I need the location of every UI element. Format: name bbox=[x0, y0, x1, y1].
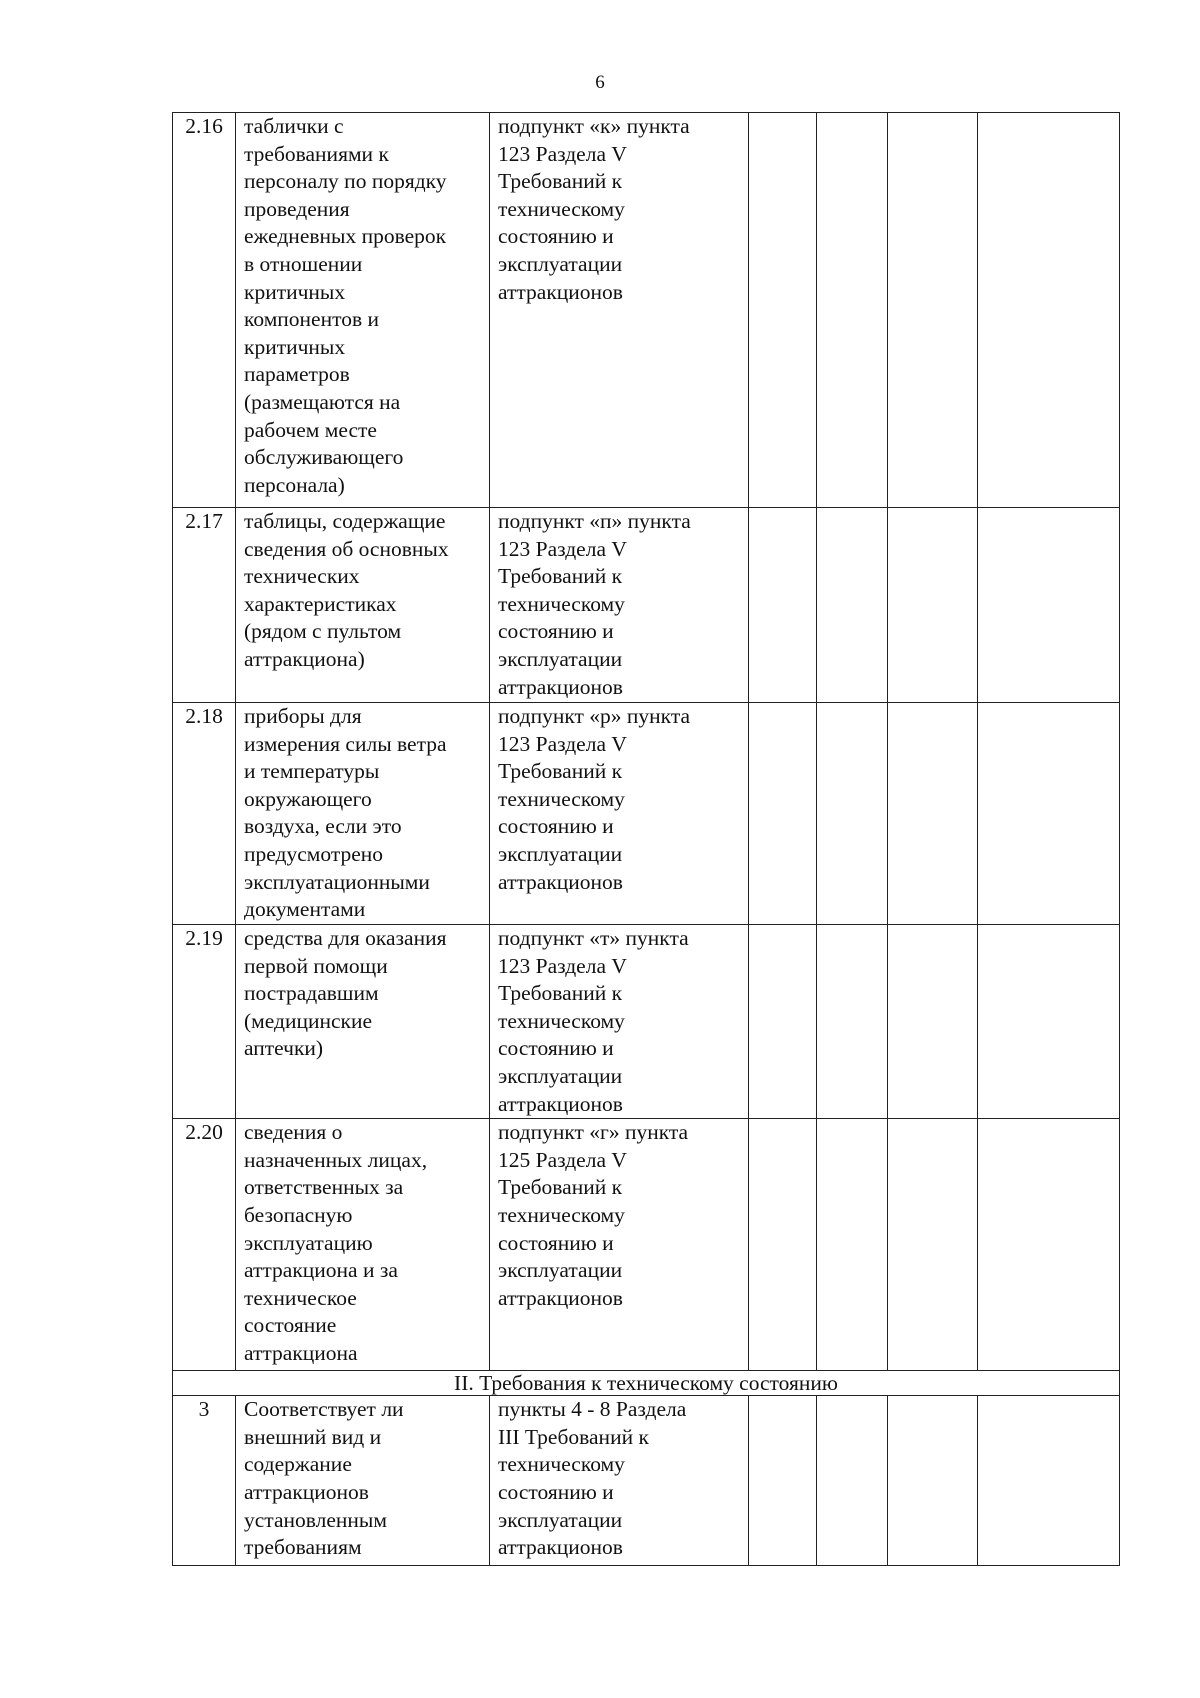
legal-reference bbox=[490, 703, 749, 925]
cell-line: аттракциона) bbox=[244, 646, 365, 671]
cell-line: таблички с bbox=[244, 114, 344, 138]
table-row bbox=[173, 113, 1120, 508]
cell-line: 125 Раздела V bbox=[498, 1147, 627, 1172]
cell-line: техническому bbox=[498, 1202, 625, 1227]
answer-cell[interactable] bbox=[888, 1119, 978, 1371]
cell-line: параметров bbox=[244, 362, 350, 387]
answer-cell[interactable] bbox=[978, 113, 1120, 508]
table-row bbox=[173, 1119, 1120, 1371]
answer-cell[interactable] bbox=[817, 113, 888, 508]
table-row bbox=[173, 508, 1120, 703]
cell-line: критичных bbox=[244, 279, 346, 304]
answer-cell[interactable] bbox=[978, 925, 1120, 1119]
answer-cell[interactable] bbox=[978, 703, 1120, 925]
cell-line: проведения bbox=[244, 196, 350, 221]
cell-line: технических bbox=[244, 564, 360, 589]
legal-reference bbox=[490, 925, 749, 1119]
cell-line: техническому bbox=[498, 1008, 625, 1033]
requirement-text bbox=[236, 1396, 490, 1566]
cell-line: пострадавшим bbox=[244, 981, 379, 1006]
cell-line: персонала) bbox=[244, 472, 345, 497]
answer-cell[interactable] bbox=[749, 508, 817, 703]
cell-line: эксплуатации bbox=[498, 1258, 623, 1283]
cell-line: подпункт «п» пункта bbox=[498, 509, 691, 533]
legal-reference bbox=[490, 508, 749, 703]
cell-line: (размещаются на bbox=[244, 389, 401, 414]
cell-line: 123 Раздела V bbox=[498, 731, 627, 756]
cell-line: Требований к bbox=[498, 564, 623, 589]
cell-line: приборы для bbox=[244, 704, 362, 728]
table-row bbox=[173, 1396, 1120, 1566]
cell-line: в отношении bbox=[244, 251, 363, 276]
cell-line: подпункт «к» пункта bbox=[498, 114, 690, 138]
cell-line: рабочем месте bbox=[244, 417, 377, 442]
cell-line: аттракционов bbox=[244, 1479, 369, 1504]
row-number: 2.18 bbox=[173, 703, 236, 925]
cell-line: состоянию и bbox=[498, 1479, 614, 1504]
requirement-text bbox=[236, 508, 490, 703]
cell-line: компонентов и bbox=[244, 307, 380, 332]
cell-line: Требований к bbox=[498, 1175, 623, 1200]
cell-line: аттракциона и за bbox=[244, 1258, 398, 1283]
cell-line: назначенных лицах, bbox=[244, 1147, 428, 1172]
cell-line: персоналу по порядку bbox=[244, 169, 447, 194]
cell-line: Требований к bbox=[498, 981, 623, 1006]
table-row bbox=[173, 703, 1120, 925]
cell-line: эксплуатацию bbox=[244, 1230, 373, 1255]
answer-cell[interactable] bbox=[817, 1396, 888, 1566]
table-body bbox=[173, 113, 1120, 1566]
cell-line: сведения о bbox=[244, 1120, 343, 1145]
cell-line: безопасную bbox=[244, 1202, 353, 1227]
cell-line: Требований к bbox=[498, 759, 623, 784]
requirement-text bbox=[236, 113, 490, 508]
cell-line: Требований к bbox=[498, 169, 623, 194]
row-number: 2.17 bbox=[173, 508, 236, 703]
cell-line: эксплуатации bbox=[498, 646, 623, 671]
cell-line: характеристиках bbox=[244, 591, 397, 616]
cell-line: эксплуатации bbox=[498, 1063, 623, 1088]
answer-cell[interactable] bbox=[978, 508, 1120, 703]
cell-line: 123 Раздела V bbox=[498, 536, 627, 561]
cell-line: ежедневных проверок bbox=[244, 224, 447, 249]
cell-line: техническое bbox=[244, 1285, 357, 1310]
legal-reference bbox=[490, 1396, 749, 1566]
cell-line: сведения об основных bbox=[244, 536, 449, 561]
cell-line: предусмотрено bbox=[244, 841, 384, 866]
section-header: II. Требования к техническому состоянию bbox=[173, 1371, 1120, 1396]
cell-line: аптечки) bbox=[244, 1036, 324, 1061]
cell-line: (рядом с пультом bbox=[244, 619, 402, 644]
row-number: 2.19 bbox=[173, 925, 236, 1119]
cell-line: документами bbox=[244, 897, 366, 922]
checklist-table bbox=[172, 112, 1120, 1566]
cell-line: эксплуатации bbox=[498, 1507, 623, 1532]
cell-line: средства для оказания bbox=[244, 926, 447, 950]
row-number: 3 bbox=[173, 1396, 236, 1566]
cell-line: пункты 4 - 8 Раздела bbox=[498, 1397, 687, 1422]
answer-cell[interactable] bbox=[978, 1119, 1120, 1371]
cell-line: требованиями к bbox=[244, 141, 389, 166]
answer-cell[interactable] bbox=[749, 1396, 817, 1566]
answer-cell[interactable] bbox=[888, 508, 978, 703]
table-row bbox=[173, 925, 1120, 1119]
requirement-text bbox=[236, 703, 490, 925]
answer-cell[interactable] bbox=[749, 113, 817, 508]
answer-cell[interactable] bbox=[888, 1396, 978, 1566]
cell-line: состоянию и bbox=[498, 814, 614, 839]
cell-line: аттракциона bbox=[244, 1340, 358, 1365]
answer-cell[interactable] bbox=[817, 508, 888, 703]
cell-line: аттракционов bbox=[498, 1535, 623, 1560]
cell-line: аттракционов bbox=[498, 869, 623, 894]
cell-line: содержание bbox=[244, 1452, 352, 1477]
answer-cell[interactable] bbox=[888, 925, 978, 1119]
cell-line: III Требований к bbox=[498, 1424, 649, 1449]
cell-line: состояние bbox=[244, 1313, 337, 1338]
section-row bbox=[173, 1371, 1120, 1396]
cell-line: техническому bbox=[498, 591, 625, 616]
cell-line: воздуха, если это bbox=[244, 814, 402, 839]
cell-line: подпункт «т» пункта bbox=[498, 926, 689, 950]
cell-line: аттракционов bbox=[498, 1285, 623, 1310]
cell-line: требованиям bbox=[244, 1535, 362, 1560]
cell-line: эксплуатации bbox=[498, 841, 623, 866]
cell-line: аттракционов bbox=[498, 1091, 623, 1116]
cell-line: состоянию и bbox=[498, 1036, 614, 1061]
cell-line: эксплуатационными bbox=[244, 869, 430, 894]
cell-line: внешний вид и bbox=[244, 1424, 382, 1449]
answer-cell[interactable] bbox=[749, 703, 817, 925]
answer-cell[interactable] bbox=[817, 703, 888, 925]
legal-reference bbox=[490, 113, 749, 508]
cell-line: состоянию и bbox=[498, 224, 614, 249]
cell-line: состоянию и bbox=[498, 1230, 614, 1255]
cell-line: и температуры bbox=[244, 759, 380, 784]
cell-line: первой помощи bbox=[244, 953, 388, 978]
cell-line: 123 Раздела V bbox=[498, 141, 627, 166]
cell-line: состоянию и bbox=[498, 619, 614, 644]
cell-line: (медицинские bbox=[244, 1008, 373, 1033]
legal-reference bbox=[490, 1119, 749, 1371]
requirement-text bbox=[236, 925, 490, 1119]
cell-line: подпункт «р» пункта bbox=[498, 704, 691, 728]
cell-line: окружающего bbox=[244, 786, 372, 811]
cell-line: аттракционов bbox=[498, 674, 623, 699]
cell-line: таблицы, содержащие bbox=[244, 509, 446, 533]
cell-line: эксплуатации bbox=[498, 251, 623, 276]
answer-cell[interactable] bbox=[817, 925, 888, 1119]
answer-cell[interactable] bbox=[749, 925, 817, 1119]
cell-line: техническому bbox=[498, 196, 625, 221]
answer-cell[interactable] bbox=[888, 703, 978, 925]
page-number: 6 bbox=[595, 72, 605, 93]
row-number: 2.16 bbox=[173, 113, 236, 508]
cell-line: измерения силы ветра bbox=[244, 731, 447, 756]
answer-cell[interactable] bbox=[817, 1119, 888, 1371]
answer-cell[interactable] bbox=[749, 1119, 817, 1371]
requirement-text bbox=[236, 1119, 490, 1371]
cell-line: Соответствует ли bbox=[244, 1397, 404, 1422]
cell-line: установленным bbox=[244, 1507, 387, 1532]
cell-line: обслуживающего bbox=[244, 445, 404, 470]
cell-line: аттракционов bbox=[498, 279, 623, 304]
cell-line: техническому bbox=[498, 1452, 625, 1477]
cell-line: техническому bbox=[498, 786, 625, 811]
cell-line: ответственных за bbox=[244, 1175, 404, 1200]
cell-line: критичных bbox=[244, 334, 346, 359]
cell-line: подпункт «г» пункта bbox=[498, 1120, 689, 1145]
answer-cell[interactable] bbox=[978, 1396, 1120, 1566]
cell-line: 123 Раздела V bbox=[498, 953, 627, 978]
row-number: 2.20 bbox=[173, 1119, 236, 1371]
answer-cell[interactable] bbox=[888, 113, 978, 508]
